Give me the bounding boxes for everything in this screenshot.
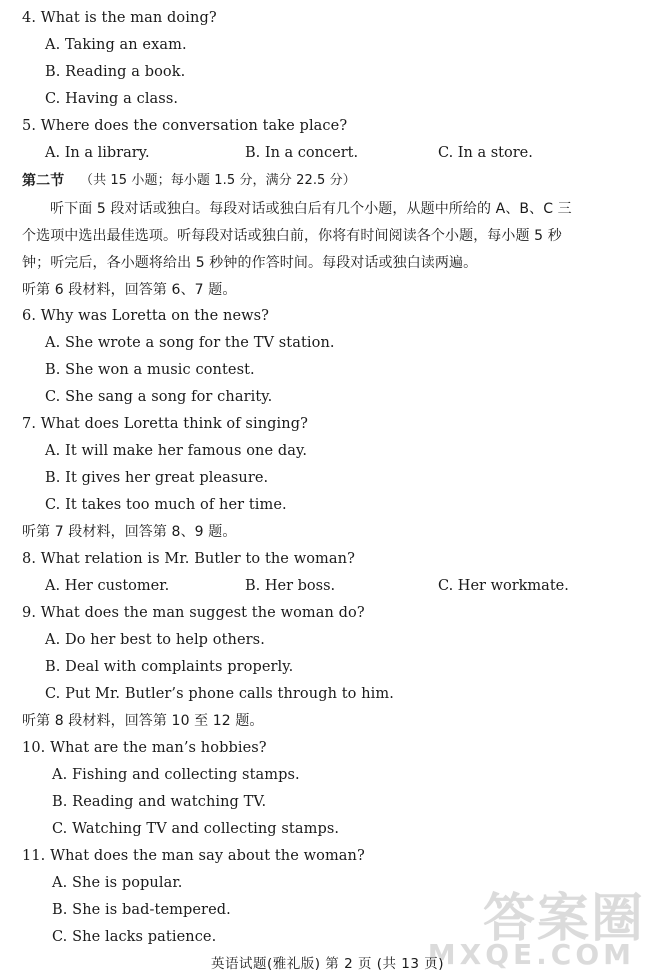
question-7-stem: 7. What does Loretta think of singing? — [22, 416, 308, 432]
section-subtitle: （共 15 小题；每小题 1.5 分，满分 22.5 分） — [80, 173, 356, 188]
section-instructions-line-1: 听下面 5 段对话或独白。每段对话或独白后有几个小题，从题中所给的 A、B、C 三 — [50, 201, 572, 217]
question-9-option-b: B. Deal with complaints properly. — [45, 659, 294, 675]
question-7-option-a: A. It will make her famous one day. — [45, 443, 308, 459]
question-8-option-c: C. Her workmate. — [438, 578, 569, 594]
question-7-option-b: B. It gives her great pleasure. — [45, 470, 269, 486]
question-8-option-b: B. Her boss. — [245, 578, 336, 594]
question-4-option-b: B. Reading a book. — [45, 64, 186, 80]
watermark-logo-en: MXQE.COM — [427, 938, 635, 971]
question-10-option-a: A. Fishing and collecting stamps. — [52, 767, 300, 783]
question-6-option-c: C. She sang a song for charity. — [45, 389, 273, 405]
question-4-stem: 4. What is the man doing? — [22, 10, 217, 26]
watermark-logo-cn: 答案圈 — [482, 889, 645, 949]
question-9-option-c: C. Put Mr. Butler’s phone calls through to him. — [45, 686, 394, 702]
section-title: 第二节 — [22, 173, 65, 189]
question-4-option-a: A. Taking an exam. — [45, 37, 187, 53]
material-8-heading: 听第 8 段材料，回答第 10 至 12 题。 — [22, 713, 264, 729]
question-6-option-a: A. She wrote a song for the TV station. — [45, 335, 335, 351]
question-11-option-b: B. She is bad-tempered. — [52, 902, 231, 918]
question-4-option-c: C. Having a class. — [45, 91, 179, 107]
question-7-option-c: C. It takes too much of her time. — [45, 497, 287, 513]
question-6-option-b: B. She won a music contest. — [45, 362, 255, 378]
question-11-option-c: C. She lacks patience. — [52, 929, 217, 945]
material-7-heading: 听第 7 段材料，回答第 8、9 题。 — [22, 524, 237, 540]
question-10-stem: 10. What are the man’s hobbies? — [22, 740, 267, 756]
question-9-option-a: A. Do her best to help others. — [45, 632, 265, 648]
material-6-heading: 听第 6 段材料，回答第 6、7 题。 — [22, 282, 237, 298]
section-instructions-line-3: 钟；听完后，各小题将给出 5 秒钟的作答时间。每段对话或独白读两遍。 — [22, 255, 478, 271]
page-footer: 英语试题(雅礼版) 第 2 页 (共 13 页) — [210, 956, 445, 972]
question-10-option-b: B. Reading and watching TV. — [52, 794, 267, 810]
question-5-stem: 5. Where does the conversation take place? — [22, 118, 348, 134]
question-5-option-b: B. In a concert. — [245, 145, 359, 161]
question-5-option-a: A. In a library. — [45, 145, 150, 161]
question-5-option-c: C. In a store. — [438, 145, 533, 161]
section-instructions-line-2: 个选项中选出最佳选项。听每段对话或独白前，你将有时间阅读各个小题，每小题 5 秒 — [22, 228, 562, 244]
question-8-option-a: A. Her customer. — [45, 578, 170, 594]
question-11-option-a: A. She is popular. — [52, 875, 183, 891]
question-10-option-c: C. Watching TV and collecting stamps. — [52, 821, 340, 837]
question-6-stem: 6. Why was Loretta on the news? — [22, 308, 270, 324]
question-11-stem: 11. What does the man say about the woman? — [22, 848, 365, 864]
question-8-stem: 8. What relation is Mr. Butler to the woman? — [22, 551, 355, 567]
question-9-stem: 9. What does the man suggest the woman do? — [22, 605, 365, 621]
